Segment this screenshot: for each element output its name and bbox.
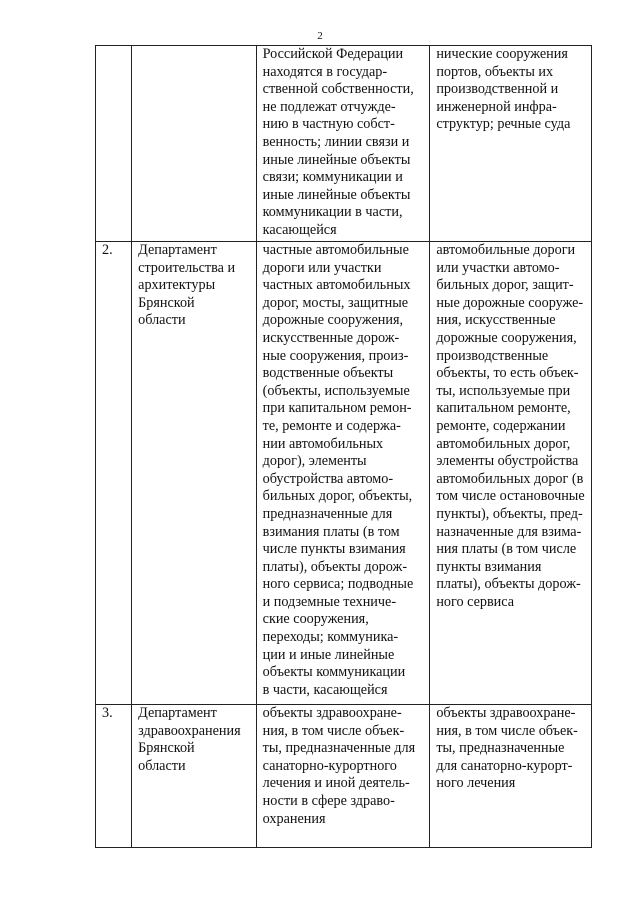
objects-text-b: объекты здравоохране- ния, в том числе объек- ты, предназначенные для санаторно-курорт- ного лечения bbox=[436, 705, 578, 792]
row-number-cell bbox=[96, 242, 132, 705]
objects-text-a: объекты здравоохране- ния, в том числе объек- ты, предназначенные для санаторно-курортного лечения и иной деятель- ности в сфере здраво- охранения bbox=[262, 705, 416, 827]
table-row bbox=[96, 242, 592, 705]
objects-cell-a bbox=[256, 705, 430, 848]
objects-text-b: автомобильные дороги или участки автомо- бильных дорог, защит- ные дорожные сооруже- ния, искусственные дорожные сооружения, производственные объекты, то есть объек- ты, используемые при капитальном ремонте, ремонте, содержании автомобильных дорог, элементы обустройства автомобильных дорог (в том числе остановочные пункты), объекты, пред- назначенные для взима- ния платы (в том числе пункты взимания платы), объекты дорож- ного сервиса bbox=[436, 242, 585, 610]
row-number-cell bbox=[96, 46, 132, 242]
department-name: Департамент строительства и архитектуры Брянской области bbox=[138, 242, 236, 329]
objects-cell-b bbox=[430, 242, 592, 705]
table-row bbox=[96, 46, 592, 242]
table-row bbox=[96, 705, 592, 848]
department-cell bbox=[132, 242, 257, 705]
row-number: 3. bbox=[102, 705, 113, 721]
department-cell bbox=[132, 705, 257, 848]
row-number-cell bbox=[96, 705, 132, 848]
department-cell bbox=[132, 46, 257, 242]
assets-table bbox=[95, 45, 592, 848]
objects-cell-a bbox=[256, 242, 430, 705]
page-number: 2 bbox=[317, 30, 323, 42]
objects-text-a: частные автомобильные дороги или участки частных автомобильных дорог, мосты, защитные дорожные сооружения, искусственные дорож- ные сооружения, произ- водственные объекты (объекты, используемые при капитальном ремон- те, ремонте и содержа- нии автомобильных дорог), элементы обустройства автомо- бильных дорог, объекты, предназначенные для взимания платы (в том числе пункты взимания платы), объекты дорож- ного сервиса; подводные и подземные техниче- ские сооружения, переходы; коммуника- ции и иные линейные объекты коммуникации в части, касающейся bbox=[262, 242, 414, 698]
row-number: 2. bbox=[102, 242, 113, 258]
objects-text-b: нические сооружения портов, объекты их производственной и инженерной инфра- структур; речные суда bbox=[436, 46, 571, 133]
objects-cell-b bbox=[430, 705, 592, 848]
objects-cell-a bbox=[256, 46, 430, 242]
objects-text-a: Российской Федерации находятся в государ- ственной собственности, не подлежат отчужде- нию в частную собст- венность; линии связи и иные линейные объекты связи; коммуникации и иные линейные объекты коммуникации в части, касающейся bbox=[262, 46, 414, 238]
department-name: Департамент здравоохранения Брянской области bbox=[138, 705, 241, 774]
objects-cell-b bbox=[430, 46, 592, 242]
